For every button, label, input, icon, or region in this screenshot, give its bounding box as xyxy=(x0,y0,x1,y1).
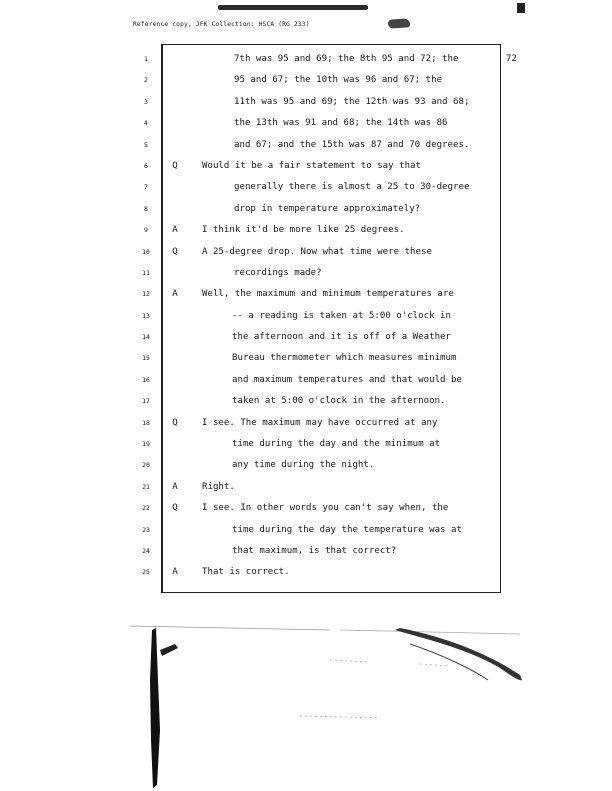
speaker-label: Q xyxy=(172,503,178,514)
transcript-text: I see. The maximum may have occurred at any xyxy=(202,417,438,428)
transcript-text: time during the day the temperature was at xyxy=(232,524,462,535)
transcript-text: taken at 5:00 o'clock in the afternoon. xyxy=(232,396,446,407)
reference-header: Reference copy, JFK Collection: HSCA (RG 233) xyxy=(133,21,310,28)
line-number: 7 xyxy=(144,183,148,192)
transcript-line xyxy=(168,525,503,546)
transcript-text: and maximum temperatures and that would be xyxy=(232,374,462,385)
transcript-text: 95 and 67; the 10th was 96 and 67; the xyxy=(234,75,443,86)
line-number: 24 xyxy=(142,546,150,555)
transcript-line xyxy=(168,289,503,310)
transcript-line xyxy=(168,396,503,417)
transcript-line xyxy=(168,225,503,246)
transcript-line xyxy=(168,353,503,374)
transcript-line xyxy=(168,311,503,332)
line-number: 2 xyxy=(144,76,148,85)
transcript-line xyxy=(168,482,503,503)
line-number: 5 xyxy=(144,140,148,149)
speaker-label: A xyxy=(172,567,178,578)
transcript-line xyxy=(168,118,503,139)
transcript-text: That is correct. xyxy=(202,567,290,578)
line-number: 22 xyxy=(142,504,150,513)
speaker-label: A xyxy=(172,481,178,492)
speaker-label: Q xyxy=(172,160,178,171)
fold-line-left xyxy=(130,626,330,630)
transcript-text: generally there is almost a 25 to 30-degree xyxy=(234,182,470,193)
transcript-text: Right. xyxy=(202,481,235,492)
transcript-text: Would it be a fair statement to say that xyxy=(202,160,421,171)
transcript-line xyxy=(168,204,503,225)
transcript-line xyxy=(168,567,503,588)
transcript-line xyxy=(168,546,503,567)
transcript-text: I think it'd be more like 25 degrees. xyxy=(202,225,405,236)
speaker-label: Q xyxy=(172,417,178,428)
line-number: 12 xyxy=(142,290,150,299)
transcript-line xyxy=(168,460,503,481)
line-number-column xyxy=(138,54,154,589)
transcript-text: any time during the night. xyxy=(232,460,375,471)
binding-shadow-tail xyxy=(160,644,178,656)
transcript-line xyxy=(168,418,503,439)
line-number: 14 xyxy=(142,333,150,342)
line-number: 3 xyxy=(144,97,148,106)
transcript-line xyxy=(168,140,503,161)
transcript-text: A 25-degree drop. Now what time were these xyxy=(202,246,432,257)
transcript-text: that maximum, is that correct? xyxy=(232,545,397,556)
bottom-scan-artifacts xyxy=(0,620,612,791)
corner-scan-mark xyxy=(517,3,525,13)
top-scan-bar xyxy=(218,5,368,10)
line-number: 17 xyxy=(142,397,150,406)
transcript-text: -- a reading is taken at 5:00 o'clock in xyxy=(232,310,451,321)
transcript-line xyxy=(168,54,503,75)
binding-shadow-mark xyxy=(150,628,160,788)
torn-corner-streak xyxy=(410,644,488,680)
line-number: 10 xyxy=(142,247,150,256)
transcript-line xyxy=(168,503,503,524)
speaker-label: A xyxy=(172,225,178,236)
line-number: 18 xyxy=(142,418,150,427)
line-number: 8 xyxy=(144,204,148,213)
line-number: 16 xyxy=(142,375,150,384)
transcript-text: time during the day and the minimum at xyxy=(232,439,441,450)
transcript-text: the afternoon and it is off of a Weather xyxy=(232,332,451,343)
transcript-text: the 13th was 91 and 68; the 14th was 86 xyxy=(234,118,448,129)
transcript-line xyxy=(168,332,503,353)
line-number: 9 xyxy=(144,226,148,235)
page-number: 72 xyxy=(506,54,517,64)
transcript-text: 7th was 95 and 69; the 8th 95 and 72; the xyxy=(234,54,459,64)
line-number: 6 xyxy=(144,161,148,170)
transcript-text: 11th was 95 and 69; the 12th was 93 and 68; xyxy=(234,96,470,107)
transcript-line xyxy=(168,375,503,396)
transcript-text: and 67; and the 15th was 87 and 70 degrees. xyxy=(234,139,470,150)
handwritten-scribble xyxy=(388,18,411,29)
line-number: 11 xyxy=(142,268,150,277)
transcript-line xyxy=(168,247,503,268)
line-number: 1 xyxy=(144,55,148,63)
line-number: 15 xyxy=(142,354,150,363)
transcript-line xyxy=(168,161,503,182)
transcript-line xyxy=(168,97,503,118)
transcript-line xyxy=(168,75,503,96)
speaker-label: Q xyxy=(172,246,178,257)
transcript-text: Bureau thermometer which measures minimum xyxy=(232,353,457,364)
torn-corner-mark xyxy=(395,628,522,680)
transcript-line xyxy=(168,182,503,203)
line-number: 21 xyxy=(142,482,150,491)
fold-line-right xyxy=(340,630,520,634)
line-number: 19 xyxy=(142,440,150,449)
line-number: 20 xyxy=(142,461,150,470)
transcript-text: I see. In other words you can't say when, the xyxy=(202,503,449,514)
transcript-line xyxy=(168,268,503,289)
line-number: 4 xyxy=(144,119,148,128)
transcript-text: Well, the maximum and minimum temperatures are xyxy=(202,289,454,300)
speaker-label: A xyxy=(172,289,178,300)
line-number: 23 xyxy=(142,525,150,534)
line-number: 25 xyxy=(142,568,150,577)
line-number: 13 xyxy=(142,311,150,320)
transcript-text: drop in temperature approximately? xyxy=(234,203,421,214)
scan-dots xyxy=(300,660,450,718)
transcript-line xyxy=(168,439,503,460)
transcript-body xyxy=(168,54,503,589)
transcript-text: recordings made? xyxy=(234,267,322,278)
